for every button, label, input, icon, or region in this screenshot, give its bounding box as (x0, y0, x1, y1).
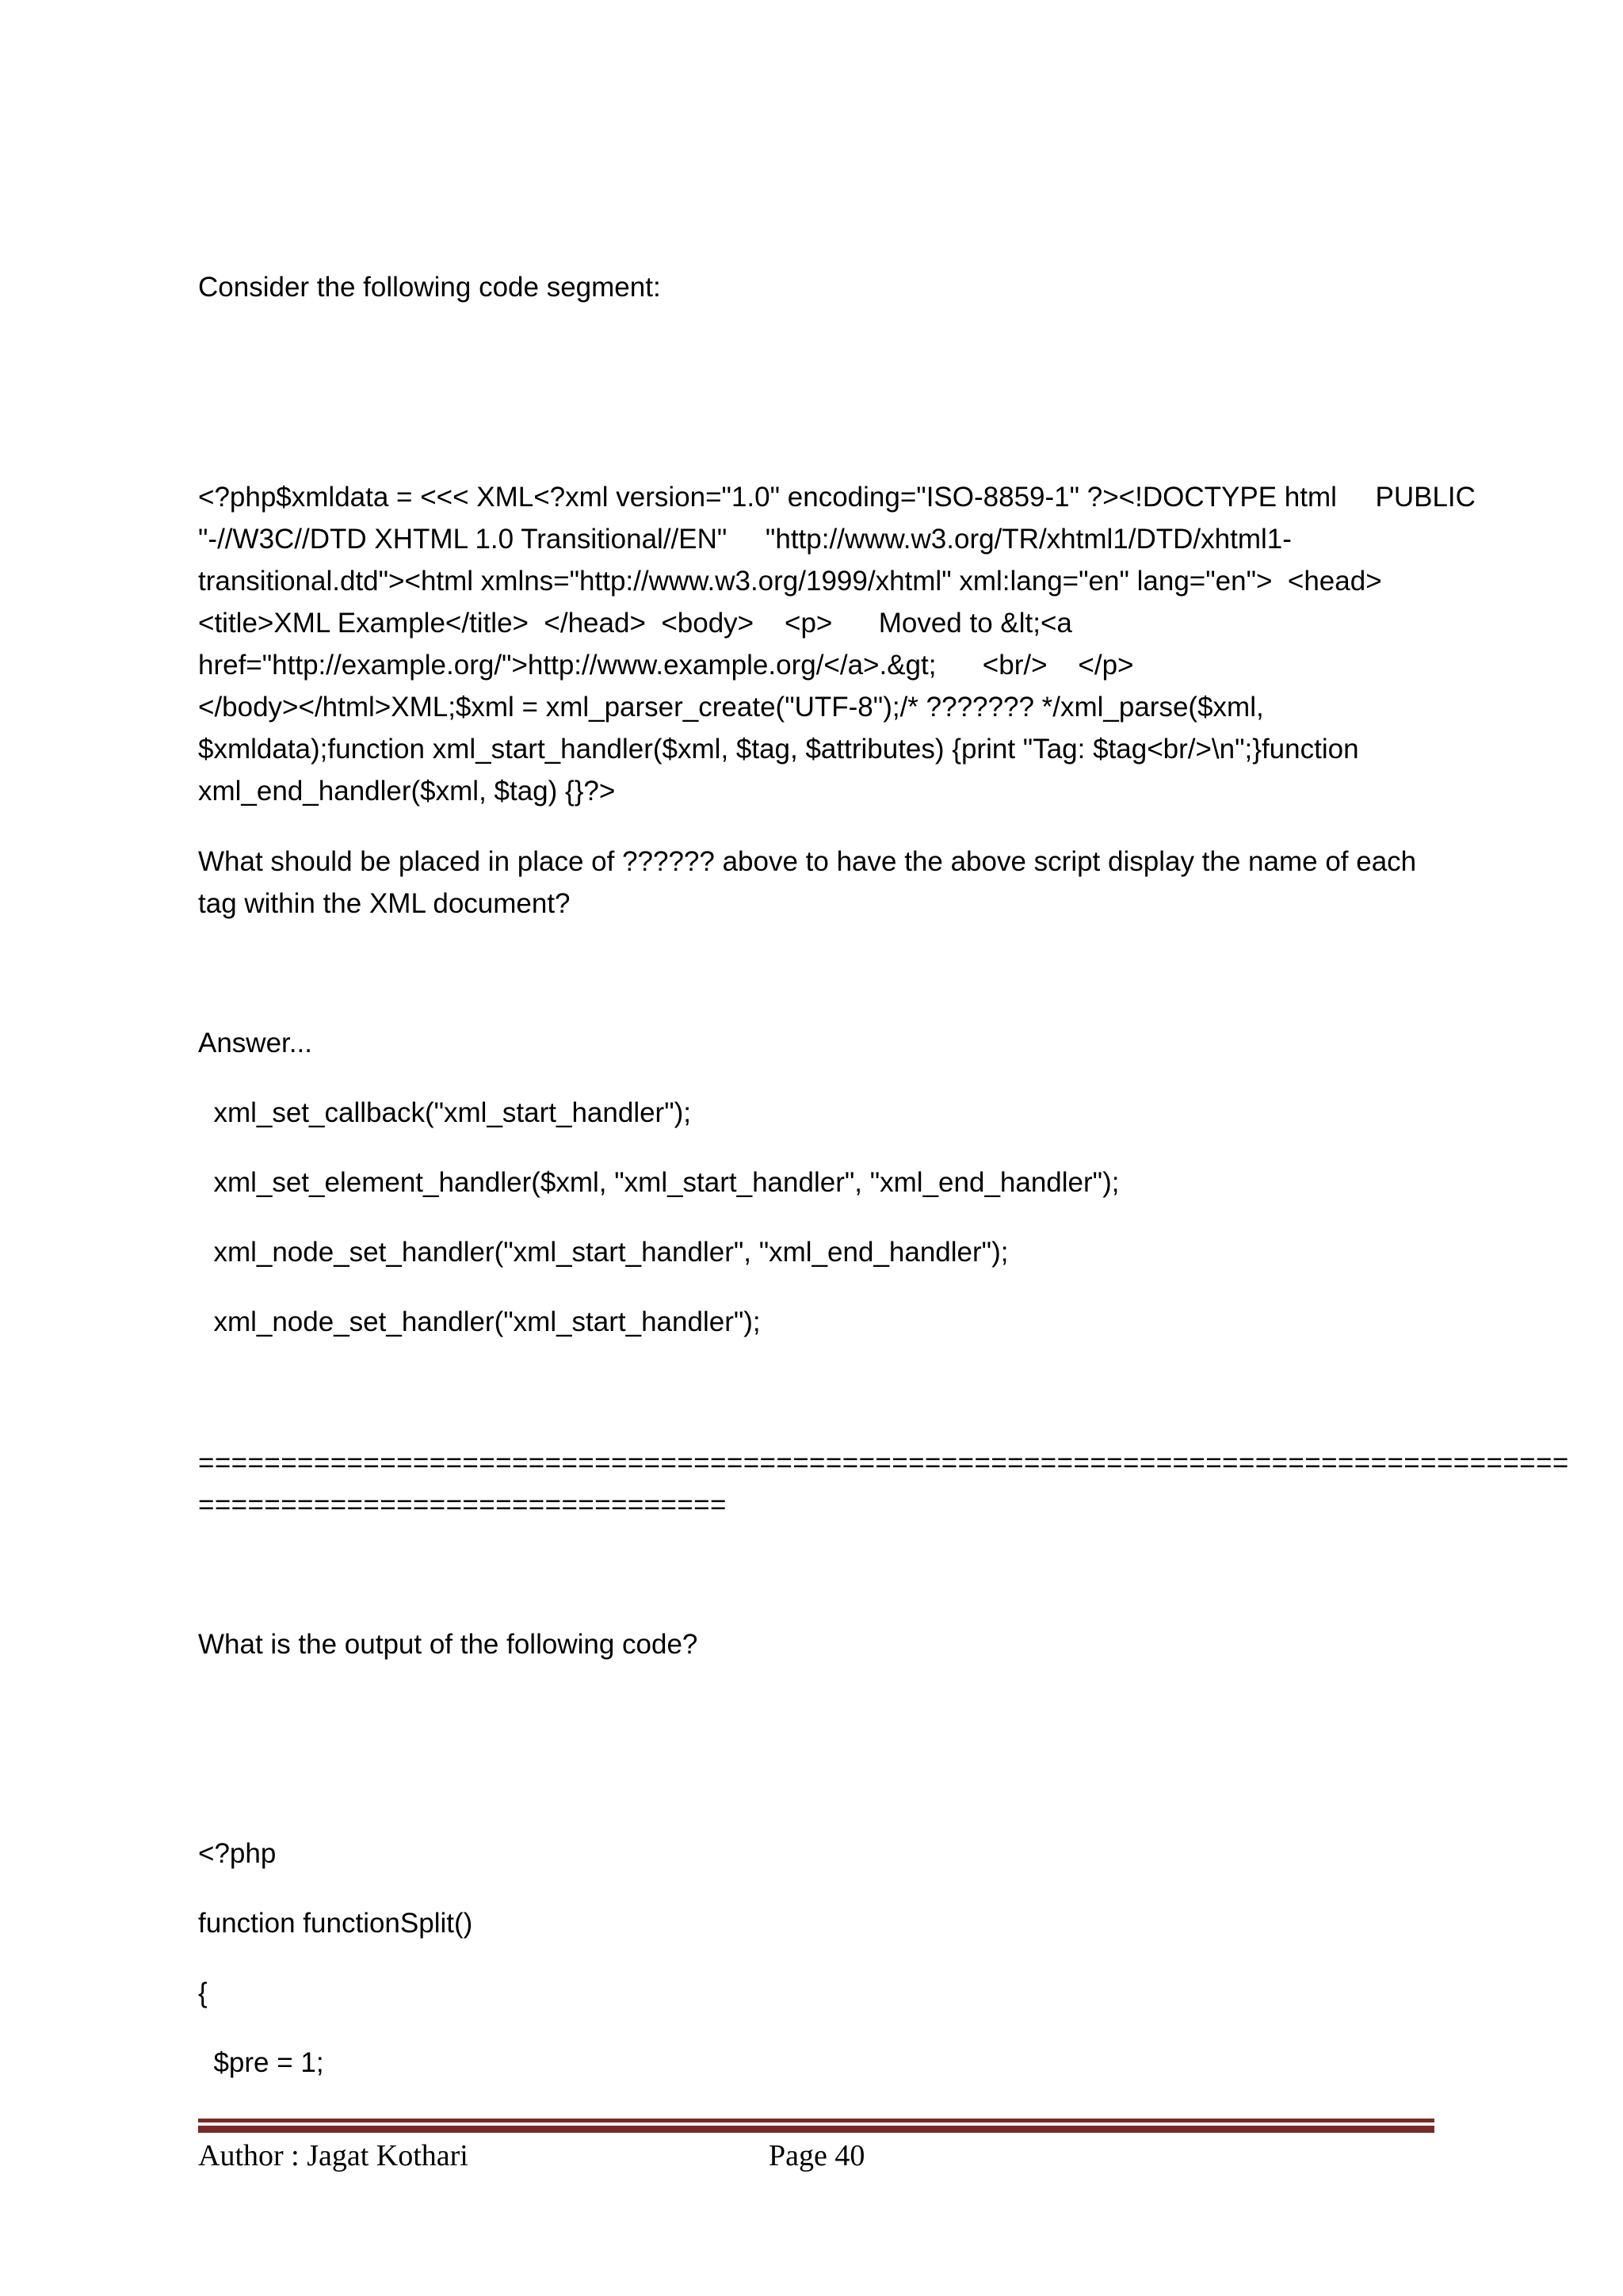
code-line: xml_end_handler($xml, $tag) {}?> (198, 776, 616, 807)
code-line: { (198, 1978, 208, 2008)
code-line: $xmldata);function xml_start_handler($xml, $tag, $attributes) {print "Tag: $tag<br/>\n";}function (198, 734, 1359, 765)
answer-option: xml_node_set_handler("xml_start_handler"); (198, 1306, 761, 1337)
separator-line: ================================ (198, 1489, 727, 1520)
code-line: <title>XML Example</title> </head> <body> <p> Moved to &lt;<a (198, 608, 1072, 639)
question1-intro: Consider the following code segment: (198, 272, 661, 303)
code-line: function functionSplit() (198, 1908, 473, 1939)
question1-text-line: What should be placed in place of ?????? above to have the above script display the name of each (198, 846, 1417, 877)
code-line: <?php$xmldata = <<< XML<?xml version="1.0" encoding="ISO-8859-1" ?><!DOCTYPE html PUBLIC (198, 482, 1476, 513)
answer-option: xml_set_callback("xml_start_handler"); (198, 1097, 692, 1128)
code-line: $pre = 1; (198, 2047, 324, 2078)
footer-rule-thick (198, 2126, 1434, 2133)
footer-rule-thin (198, 2119, 1434, 2122)
code-line: </body></html>XML;$xml = xml_parser_create("UTF-8");/* ??????? */xml_parse($xml, (198, 692, 1264, 723)
code-line: <?php (198, 1838, 277, 1869)
code-line: transitional.dtd"><html xmlns="http://www.w3.org/1999/xhtml" xml:lang="en" lang="en"> <head> (198, 566, 1382, 597)
code-line: "-//W3C//DTD XHTML 1.0 Transitional//EN" "http://www.w3.org/TR/xhtml1/DTD/xhtml1- (198, 524, 1292, 555)
question1-text-line: tag within the XML document? (198, 888, 571, 919)
footer-author: Author : Jagat Kothari (198, 2139, 468, 2172)
question2-prompt: What is the output of the following code? (198, 1629, 698, 1660)
footer-page-number: Page 40 (769, 2139, 865, 2172)
separator-line: =================================================================================== (198, 1447, 1569, 1478)
code-line: href="http://example.org/">http://www.example.org/</a>.&gt; <br/> </p> (198, 650, 1134, 681)
answer-label: Answer... (198, 1028, 312, 1058)
answer-option: xml_set_element_handler($xml, "xml_start_handler", "xml_end_handler"); (198, 1167, 1120, 1198)
answer-option: xml_node_set_handler("xml_start_handler", "xml_end_handler"); (198, 1237, 1009, 1268)
